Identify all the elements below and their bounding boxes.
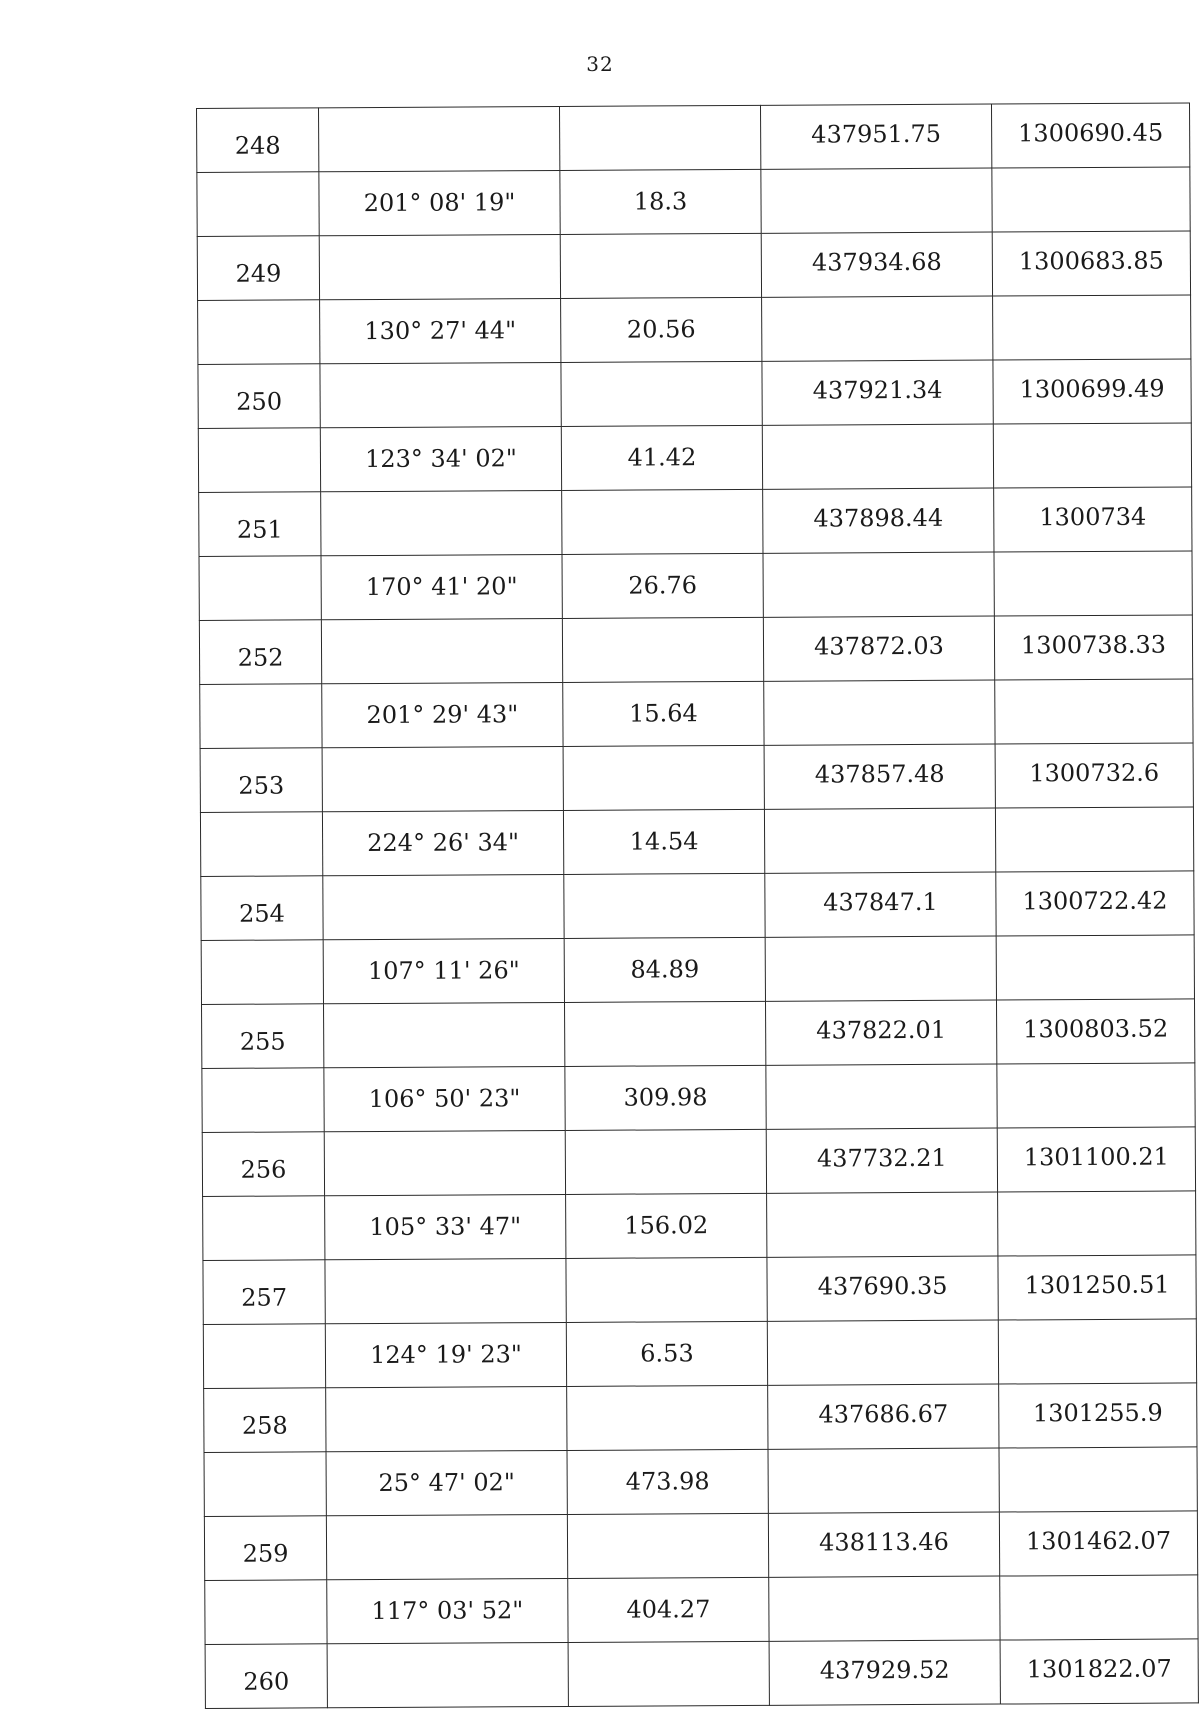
point-id-cell: [197, 172, 319, 237]
bearing-cell: 130° 27' 44": [320, 298, 561, 363]
point-id-cell: 249: [197, 236, 319, 301]
bearing-cell: 25° 47' 02": [326, 1450, 567, 1515]
x-coordinate-cell: [763, 552, 994, 617]
distance-cell: [562, 489, 763, 554]
segment-row: [198, 295, 1191, 365]
distance-cell: [567, 1513, 768, 1578]
bearing-cell: [324, 1130, 565, 1195]
distance-cell: [564, 873, 765, 938]
distance-cell: 14.54: [563, 809, 764, 874]
segment-row: [201, 935, 1194, 1005]
point-row: [201, 871, 1194, 941]
x-coordinate-cell: 437857.48: [764, 744, 995, 809]
point-row: [203, 1255, 1196, 1325]
y-coordinate-cell: 1301100.21: [997, 1127, 1195, 1192]
distance-cell: [567, 1385, 768, 1450]
point-row: [204, 1511, 1197, 1581]
coordinate-table-container: [196, 102, 1198, 1709]
distance-cell: 20.56: [561, 297, 762, 362]
distance-cell: 473.98: [567, 1449, 768, 1514]
point-id-cell: 254: [201, 876, 323, 941]
coordinate-table-body: [197, 103, 1199, 1709]
x-coordinate-cell: 437929.52: [769, 1640, 1000, 1705]
x-coordinate-cell: [765, 936, 996, 1001]
bearing-cell: 224° 26' 34": [322, 810, 563, 875]
distance-cell: 6.53: [566, 1321, 767, 1386]
page-number: 32: [586, 52, 614, 76]
y-coordinate-cell: 1301255.9: [999, 1383, 1197, 1448]
x-coordinate-cell: [761, 168, 992, 233]
x-coordinate-cell: [764, 808, 995, 873]
segment-row: [202, 1063, 1195, 1133]
x-coordinate-cell: [762, 296, 993, 361]
bearing-cell: [320, 362, 561, 427]
bearing-cell: [323, 874, 564, 939]
distance-cell: 15.64: [563, 681, 764, 746]
x-coordinate-cell: 437872.03: [763, 616, 994, 681]
y-coordinate-cell: [995, 807, 1193, 872]
x-coordinate-cell: 437686.67: [768, 1384, 999, 1449]
bearing-cell: 170° 41' 20": [321, 554, 562, 619]
point-id-cell: 259: [204, 1516, 326, 1581]
point-row: [204, 1383, 1197, 1453]
x-coordinate-cell: 437921.34: [762, 360, 993, 425]
y-coordinate-cell: 1301462.07: [999, 1511, 1197, 1576]
bearing-cell: [324, 1002, 565, 1067]
distance-cell: 41.42: [561, 425, 762, 490]
bearing-cell: 107° 11' 26": [323, 938, 564, 1003]
bearing-cell: 124° 19' 23": [325, 1322, 566, 1387]
point-row: [197, 231, 1190, 301]
point-id-cell: 250: [198, 364, 320, 429]
bearing-cell: [319, 234, 560, 299]
point-row: [197, 103, 1190, 173]
bearing-cell: [327, 1642, 568, 1707]
segment-row: [200, 679, 1193, 749]
bearing-cell: 123° 34' 02": [320, 426, 561, 491]
point-id-cell: [198, 428, 320, 493]
bearing-cell: [325, 1258, 566, 1323]
y-coordinate-cell: 1300734: [994, 487, 1192, 552]
point-id-cell: 257: [203, 1260, 325, 1325]
segment-row: [197, 167, 1190, 237]
y-coordinate-cell: 1300699.49: [993, 359, 1191, 424]
distance-cell: [559, 105, 760, 170]
point-id-cell: 258: [204, 1388, 326, 1453]
y-coordinate-cell: [1000, 1575, 1198, 1640]
distance-cell: [561, 361, 762, 426]
x-coordinate-cell: 437690.35: [767, 1256, 998, 1321]
segment-row: [203, 1191, 1196, 1261]
distance-cell: [563, 745, 764, 810]
y-coordinate-cell: [994, 551, 1192, 616]
y-coordinate-cell: [993, 295, 1191, 360]
point-id-cell: [202, 1068, 324, 1133]
point-row: [205, 1639, 1198, 1709]
distance-cell: 84.89: [564, 937, 765, 1002]
y-coordinate-cell: [998, 1319, 1196, 1384]
x-coordinate-cell: 437732.21: [766, 1128, 997, 1193]
point-row: [199, 487, 1192, 557]
point-id-cell: 248: [197, 108, 319, 173]
point-id-cell: [203, 1324, 325, 1389]
distance-cell: [562, 617, 763, 682]
bearing-cell: 105° 33' 47": [325, 1194, 566, 1259]
bearing-cell: 201° 08' 19": [319, 170, 560, 235]
point-id-cell: 251: [199, 492, 321, 557]
y-coordinate-cell: [995, 679, 1193, 744]
x-coordinate-cell: [762, 424, 993, 489]
point-id-cell: [205, 1580, 327, 1645]
segment-row: [205, 1575, 1198, 1645]
point-id-cell: [198, 300, 320, 365]
point-id-cell: [201, 940, 323, 1005]
y-coordinate-cell: 1300690.45: [991, 103, 1189, 168]
point-id-cell: 256: [202, 1132, 324, 1197]
point-id-cell: [204, 1452, 326, 1517]
x-coordinate-cell: [764, 680, 995, 745]
bearing-cell: 201° 29' 43": [322, 682, 563, 747]
point-id-cell: 255: [202, 1004, 324, 1069]
bearing-cell: [321, 490, 562, 555]
x-coordinate-cell: [769, 1576, 1000, 1641]
segment-row: [198, 423, 1191, 493]
point-id-cell: [200, 684, 322, 749]
y-coordinate-cell: 1300732.6: [995, 743, 1193, 808]
bearing-cell: [322, 746, 563, 811]
y-coordinate-cell: [992, 167, 1190, 232]
distance-cell: 26.76: [562, 553, 763, 618]
x-coordinate-cell: 437847.1: [765, 872, 996, 937]
segment-row: [199, 551, 1192, 621]
x-coordinate-cell: 437898.44: [763, 488, 994, 553]
y-coordinate-cell: 1300738.33: [994, 615, 1192, 680]
x-coordinate-cell: [767, 1320, 998, 1385]
distance-cell: [560, 233, 761, 298]
x-coordinate-cell: [766, 1064, 997, 1129]
segment-row: [204, 1447, 1197, 1517]
point-row: [200, 743, 1193, 813]
y-coordinate-cell: [998, 1191, 1196, 1256]
distance-cell: 404.27: [568, 1577, 769, 1642]
point-id-cell: 252: [199, 620, 321, 685]
x-coordinate-cell: 437934.68: [761, 232, 992, 297]
bearing-cell: [319, 106, 560, 171]
y-coordinate-cell: [999, 1447, 1197, 1512]
x-coordinate-cell: 438113.46: [768, 1512, 999, 1577]
distance-cell: [565, 1129, 766, 1194]
segment-row: [200, 807, 1193, 877]
y-coordinate-cell: [996, 935, 1194, 1000]
y-coordinate-cell: [997, 1063, 1195, 1128]
bearing-cell: [326, 1386, 567, 1451]
y-coordinate-cell: 1300803.52: [996, 999, 1194, 1064]
segment-row: [203, 1319, 1196, 1389]
bearing-cell: [321, 618, 562, 683]
distance-cell: [566, 1257, 767, 1322]
distance-cell: 18.3: [560, 169, 761, 234]
y-coordinate-cell: 1301250.51: [998, 1255, 1196, 1320]
point-row: [198, 359, 1191, 429]
coordinate-table: [196, 102, 1199, 1709]
bearing-cell: 117° 03' 52": [327, 1578, 568, 1643]
point-row: [199, 615, 1192, 685]
bearing-cell: [326, 1514, 567, 1579]
y-coordinate-cell: 1300722.42: [996, 871, 1194, 936]
x-coordinate-cell: [768, 1448, 999, 1513]
y-coordinate-cell: [993, 423, 1191, 488]
x-coordinate-cell: [767, 1192, 998, 1257]
y-coordinate-cell: 1300683.85: [992, 231, 1190, 296]
point-row: [202, 999, 1195, 1069]
distance-cell: 156.02: [566, 1193, 767, 1258]
point-id-cell: [203, 1196, 325, 1261]
distance-cell: [565, 1001, 766, 1066]
point-id-cell: [200, 812, 322, 877]
y-coordinate-cell: 1301822.07: [1000, 1639, 1198, 1704]
point-id-cell: 253: [200, 748, 322, 813]
bearing-cell: 106° 50' 23": [324, 1066, 565, 1131]
x-coordinate-cell: 437822.01: [765, 1000, 996, 1065]
point-row: [202, 1127, 1195, 1197]
distance-cell: 309.98: [565, 1065, 766, 1130]
point-id-cell: [199, 556, 321, 621]
x-coordinate-cell: 437951.75: [760, 104, 991, 169]
point-id-cell: 260: [205, 1644, 327, 1709]
